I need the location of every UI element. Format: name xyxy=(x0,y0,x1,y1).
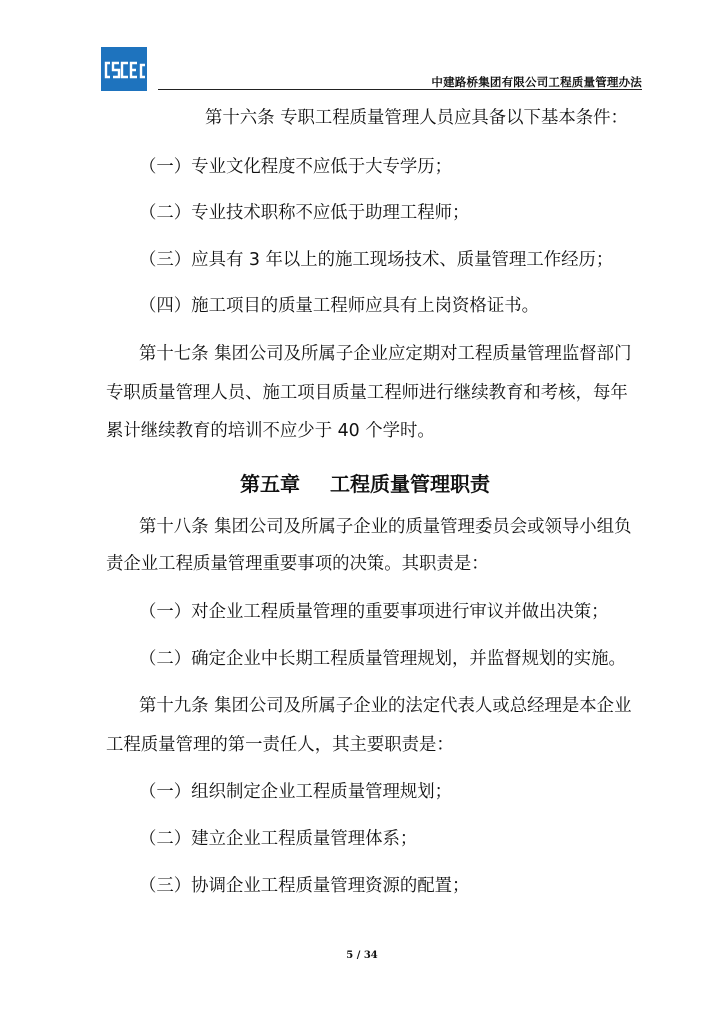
article-19-line-2: 工程质量管理的第一责任人，其主要职责是： xyxy=(106,735,454,755)
chapter-title: 工程质量管理职责 xyxy=(330,472,490,496)
article-19-item-3: （三）协调企业工程质量管理资源的配置； xyxy=(139,876,470,896)
article-17-line-1: 第十七条 集团公司及所属子企业应定期对工程质量管理监督部门 xyxy=(139,344,632,364)
company-logo xyxy=(101,47,147,91)
article-18-line-1: 第十八条 集团公司及所属子企业的质量管理委员会或领导小组负 xyxy=(139,517,632,537)
cscec-logo-icon xyxy=(101,47,147,91)
article-16-heading: 第十六条 专职工程质量管理人员应具备以下基本条件： xyxy=(205,108,628,128)
chapter-heading xyxy=(240,468,490,497)
header-title: 中建路桥集团有限公司工程质量管理办法 xyxy=(431,75,642,89)
article-16-item-1: （一）专业文化程度不应低于大专学历； xyxy=(139,157,453,177)
article-17-line-2: 专职质量管理人员、施工项目质量工程师进行继续教育和考核，每年 xyxy=(106,383,628,403)
page-number: 5 / 34 xyxy=(346,950,378,961)
article-18-item-2: （二）确定企业中长期工程质量管理规划，并监督规划的实施。 xyxy=(139,649,626,669)
chapter-number: 第五章 xyxy=(240,472,300,496)
article-17-line-3: 累计继续教育的培训不应少于 40 个学时。 xyxy=(106,421,435,441)
article-18-line-2: 责企业工程质量管理重要事项的决策。其职责是： xyxy=(106,554,489,574)
article-16-item-2: （二）专业技术职称不应低于助理工程师； xyxy=(139,203,470,223)
article-18-item-1: （一）对企业工程质量管理的重要事项进行审议并做出决策； xyxy=(139,602,609,622)
article-16-item-3: （三）应具有 3 年以上的施工现场技术、质量管理工作经历； xyxy=(139,250,614,270)
article-19-item-2: （二）建立企业工程质量管理体系； xyxy=(139,829,418,849)
article-19-line-1: 第十九条 集团公司及所属子企业的法定代表人或总经理是本企业 xyxy=(139,696,632,716)
header-divider xyxy=(158,89,642,90)
article-16-item-4: （四）施工项目的质量工程师应具有上岗资格证书。 xyxy=(139,296,539,316)
article-19-item-1: （一）组织制定企业工程质量管理规划； xyxy=(139,782,453,802)
